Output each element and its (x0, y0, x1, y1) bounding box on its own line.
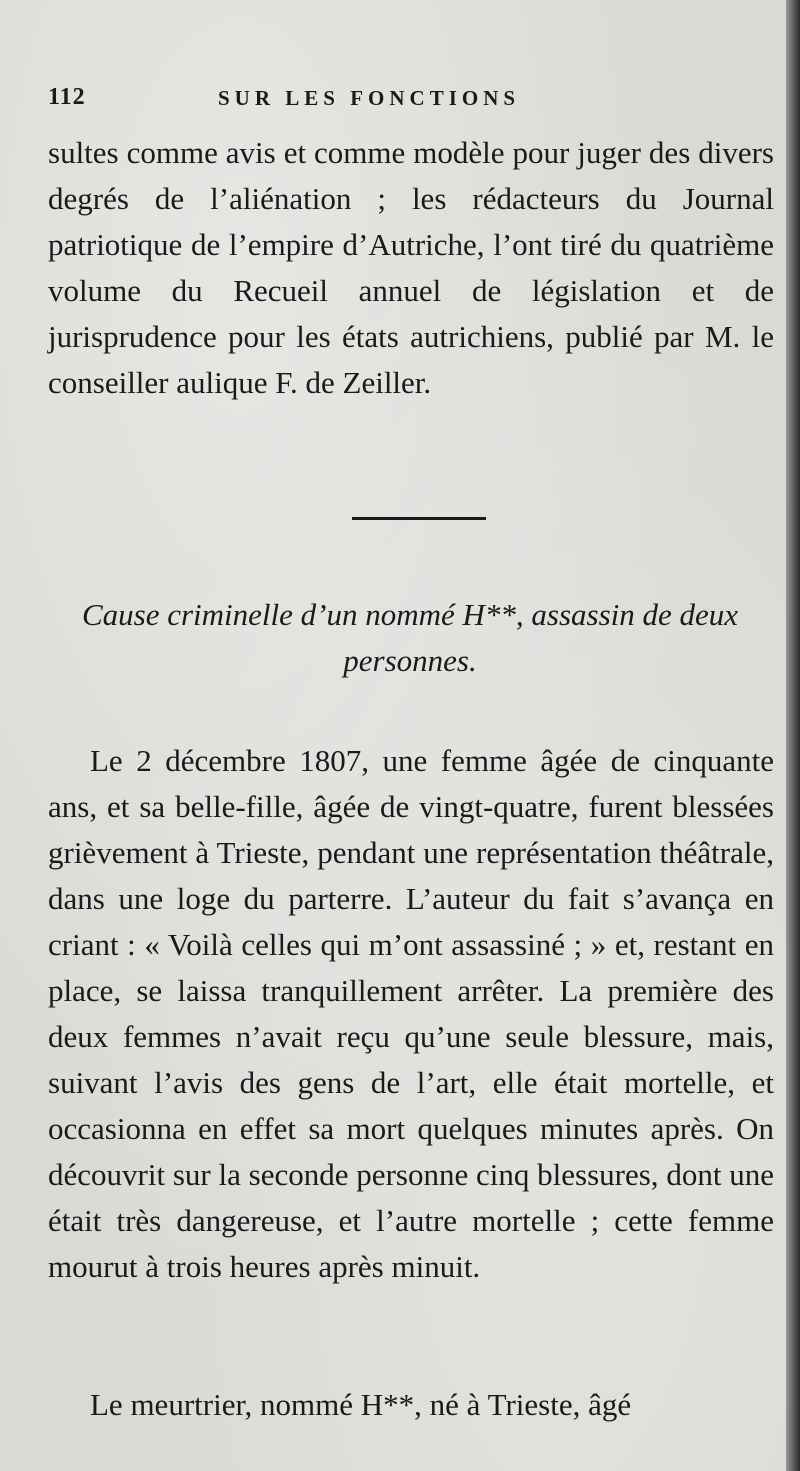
page-edge-shadow (786, 0, 800, 1471)
section-divider (352, 517, 486, 520)
continued-paragraph: sultes comme avis et comme modèle pour juger des divers degrés de l’aliénation ; les rédacteurs du Journal patriotique de l’empire d’Autriche, l’ont tiré du quatrième volume du Recueil annuel de législation et de jurisprudence pour les états autrichiens, publié par M. le conseiller aulique F. de Zeiller. (48, 135, 774, 400)
paragraph-2: Le meurtrier, nommé H**, né à Trieste, âgé (90, 1387, 632, 1422)
page-number: 112 (48, 84, 86, 110)
running-title: SUR LES FONCTIONS (218, 86, 521, 110)
paragraph-1: Le 2 décembre 1807, une femme âgée de cinquante ans, et sa belle-fille, âgée de vingt-quatre, furent blessées grièvement à Trieste, pendant une représentation théâtrale, dans une loge du parterre. L’auteur du fait s’avança en criant : « Voilà celles qui m’ont assassiné ; » et, restant en place, se laissa tranquillement arrêter. La première des deux femmes n’avait reçu qu’une seule blessure, mais, suivant l’avis des gens de l’art, elle était mortelle, et occasionna en effet sa mort quelques minutes après. On découvrit sur la seconde personne cinq blessures, dont une était très dangereuse, et l’autre mortelle ; cette femme mourut à trois heures après minuit. (48, 743, 774, 1284)
section-heading: Cause criminelle d’un nommé H**, assassin de deux personnes. (81, 597, 739, 678)
running-head (48, 84, 748, 118)
